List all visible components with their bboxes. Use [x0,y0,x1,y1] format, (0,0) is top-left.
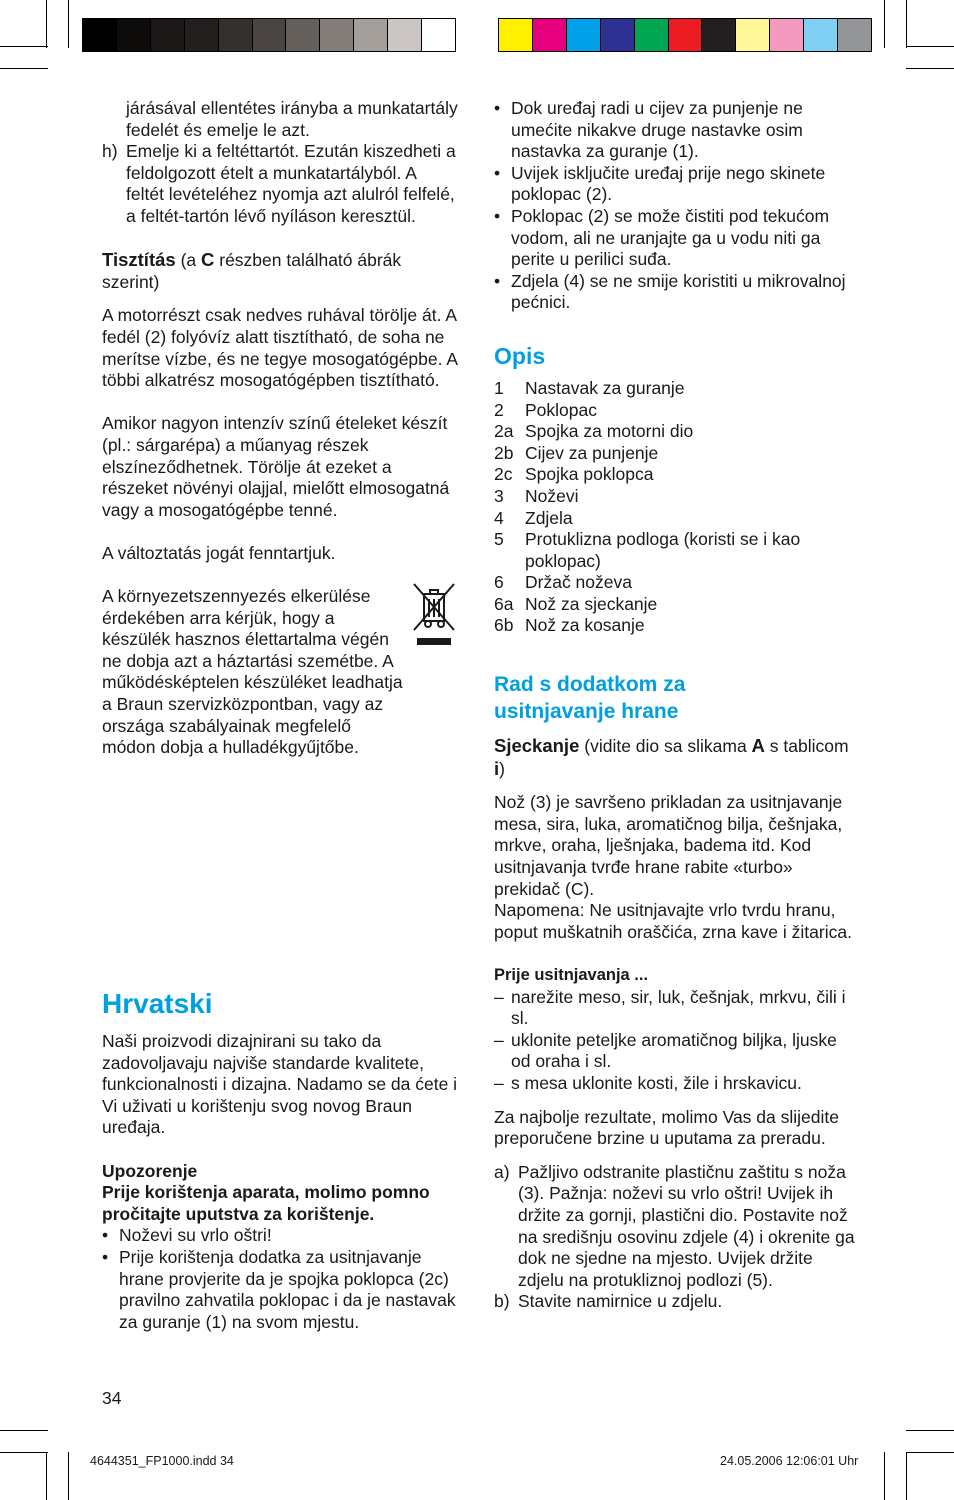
part-name: Nož za sjeckanje [525,593,658,614]
bullet-text: Prije korištenja dodatka za usitnjavanje hrane provjerite da je spojka poklopca (2c) pravilno zahvatila poklopac i da je nastavak za guranje (1) na svom mjestu. [119,1246,456,1332]
bullet-item [494,98,856,163]
left-column [102,98,458,759]
page-number: 34 [102,1388,122,1408]
bullet-item [102,1225,462,1247]
part-item [494,508,856,530]
hrvatski-intro: Naši proizvodi dizajnirani su tako da zadovoljavaju najviše standarde kvalitete, funkcionalnosti i dizajna. Nadamo se da ćete i Vi uživati u korištenju svog novog Braun uređaja. [102,1031,458,1138]
footer-date: 24.05.2006 12:06:01 Uhr [720,1454,859,1468]
part-number: 6b [494,615,514,636]
part-item [494,400,856,422]
part-number: 4 [494,507,504,528]
right-column [494,98,856,1313]
bullet-item [494,271,856,314]
part-name: Držač noževa [525,572,632,593]
bullet-item [494,206,856,271]
bullet-text: Uvijek isključite uređaj prije nego skinete poklopac (2). [511,162,826,205]
step-h: h) Emelje ki a feltéttartót. Ezután kiszedheti a feldolgozott ételt a munkatartályból. A feltét levételéhez nyomja azt alulról felfelé, a feltét-tartón lévő nyíláson keresztül. [102,141,456,226]
color-swatch [354,19,388,51]
part-item [494,529,856,572]
color-swatch [388,19,422,51]
bullet-text: Noževi su vrlo oštri! [119,1225,272,1246]
noz-paragraph: Nož (3) je savršeno prikladan za usitnjavanje mesa, sira, luka, aromatičnog bilja, češnjaka, mrkve, oraha, lješnjaka, badema itd. Kod usitnjavanja tvrđe hrane rabite «turbo» prekidač (C). [494,792,843,899]
part-number: 6a [494,593,514,614]
part-name: Poklopac [525,399,597,420]
rad-title: Rad s dodatkom za usitnjavanje hrane [494,673,686,724]
part-item [494,378,856,400]
environment-text: A környezetszennyezés elkerülése érdekében arra kérjük, hogy a készülék hasznos élettartalma végén ne dobja azt a háztartási szemétbe. A működésképtelen készüléket leadhatja a Braun szervizközpontban, vagy az országa szabályainak megfelelő módon dobja a hulladékgyűjtőbe. [102,586,403,758]
dash-item [494,1030,856,1073]
cleaning-paragraph-1: A motorrészt csak nedves ruhával törölje át. A fedél (2) folyóvíz alatt tisztítható, de soha ne merítse vízbe, és ne tegye mosogatógépbe. A többi alkatrész mosogatógépben tisztítható. [102,305,458,391]
color-swatch [219,19,253,51]
part-item [494,615,856,637]
part-name: Spojka poklopca [525,464,654,485]
environment-notice [102,586,458,759]
color-swatch [499,19,533,51]
hrvatski-section [102,987,462,1333]
cleaning-heading: Tisztítás (a C részben található ábrák szerint) [102,249,402,292]
color-swatch [669,19,703,51]
dash-mark: – [494,1029,504,1050]
opis-title: Opis [494,342,546,369]
prije-title: Prije usitnjavanja ... [494,966,649,984]
rights-reserved: A változtatás jogát fenntartjuk. [102,542,336,563]
part-name: Nož za kosanje [525,615,645,636]
color-swatch [185,19,219,51]
color-swatch [770,19,804,51]
bullet-dot: • [494,98,501,118]
step-g-continued: járásával ellentétes irányba a munkatartály fedelét és emelje le azt. [126,98,458,140]
bullet-dot: • [494,205,501,226]
warning-title: Upozorenje [102,1160,198,1181]
part-number: 6 [494,572,504,593]
color-swatch [804,19,838,51]
bullet-text: Poklopac (2) se može čistiti pod tekućom vodom, ali ne uranjajte ga u vodu niti ga perite u perilici suđa. [511,205,830,270]
part-number: 2c [494,464,513,485]
dash-item [494,987,856,1030]
part-item [494,421,856,443]
weee-crossed-bin-icon [410,580,458,650]
part-number: 2a [494,421,514,442]
bullet-dot: • [102,1225,109,1246]
part-name: Noževi [525,485,579,506]
napomena-paragraph: Napomena: Ne usitnjavajte vrlo tvrdu hranu, poput muškatnih oraščića, zrna kave i žitarica. [494,900,852,942]
bullet-text: Dok uređaj radi u cijev za punjenje ne umećite nikakve druge nastavke osim nastavka za guranje (1). [511,98,803,162]
color-swatch [533,19,567,51]
dash-item [494,1073,856,1095]
color-swatch [567,19,601,51]
part-item [494,486,856,508]
hrvatski-title: Hrvatski [102,988,213,1019]
za-paragraph: Za najbolje rezultate, molimo Vas da slijedite preporučene brzine u uputama za preradu. [494,1106,839,1149]
part-number: 3 [494,485,504,506]
part-item [494,572,856,594]
color-swatch [286,19,320,51]
color-swatch [635,19,669,51]
part-item [494,464,856,486]
bullet-text: Zdjela (4) se ne smije koristiti u mikrovalnoj pećnici. [511,270,846,313]
cleaning-paragraph-2: Amikor nagyon intenzív színű ételeket készít (pl.: sárgarépa) a műanyag részek elszíneződhetnek. Törölje át ezeket a részeket növényi olajjal, mielőtt elmosogatná vagy a mosogatógépbe tenné. [102,413,450,520]
part-number: 2b [494,442,514,463]
color-swatch [320,19,354,51]
dash-text: uklonite peteljke aromatičnog biljka, ljuske od oraha i sl. [511,1029,837,1072]
part-item [494,443,856,465]
grayscale-calibration-bar [82,18,456,52]
part-name: Nastavak za guranje [525,377,685,398]
parts-list [494,378,856,637]
color-swatch [253,19,287,51]
color-swatch [736,19,770,51]
bullet-dot: • [494,270,501,291]
color-calibration-bar [498,18,872,52]
part-name: Spojka za motorni dio [525,421,694,442]
part-item [494,594,856,616]
color-swatch [838,19,871,51]
part-number: 1 [494,377,504,398]
bullet-item [494,163,856,206]
preparation-dash-list [494,987,856,1095]
step-a: a) Pažljivo odstranite plastičnu zaštitu s noža (3). Pažnja: noževi su vrlo oštri! Uvijek ih držite za gornji, plastični dio. Postavite nož na središnju osovinu zdjele (4) i okrenite ga dok ne sjedne na mjesto. Uvijek držite zdjelu na protukliznoj podlozi (5). [494,1161,855,1290]
dash-text: s mesa uklonite kosti, žile i hrskavicu. [511,1072,802,1093]
part-number: 2 [494,399,504,420]
bullet-dot: • [494,162,501,183]
color-swatch [702,19,736,51]
warning-bold-text: Prije korištenja aparata, molimo pomno pročitajte uputstva za korištenje. [102,1182,430,1224]
right-bullet-list [494,98,856,314]
part-name: Zdjela [525,507,573,528]
sjeckanje-heading: Sjeckanje (vidite dio sa slikama A s tablicom i) [494,735,849,779]
warning-bullet-list [102,1225,462,1333]
color-swatch [601,19,635,51]
step-b: b) Stavite namirnice u zdjelu. [494,1291,723,1312]
color-swatch [83,19,117,51]
footer-file-info: 4644351_FP1000.indd 34 [90,1454,234,1468]
dash-mark: – [494,986,504,1007]
dash-mark: – [494,1072,504,1093]
part-number: 5 [494,529,504,550]
part-name: Protuklizna podloga (koristi se i kao poklopac) [525,529,801,571]
color-swatch [151,19,185,51]
bullet-dot: • [102,1246,109,1267]
color-swatch [117,19,151,51]
bullet-item [102,1247,462,1333]
color-swatch [422,19,455,51]
part-name: Cijev za punjenje [525,442,659,463]
dash-text: narežite meso, sir, luk, češnjak, mrkvu, čili i sl. [511,986,846,1029]
